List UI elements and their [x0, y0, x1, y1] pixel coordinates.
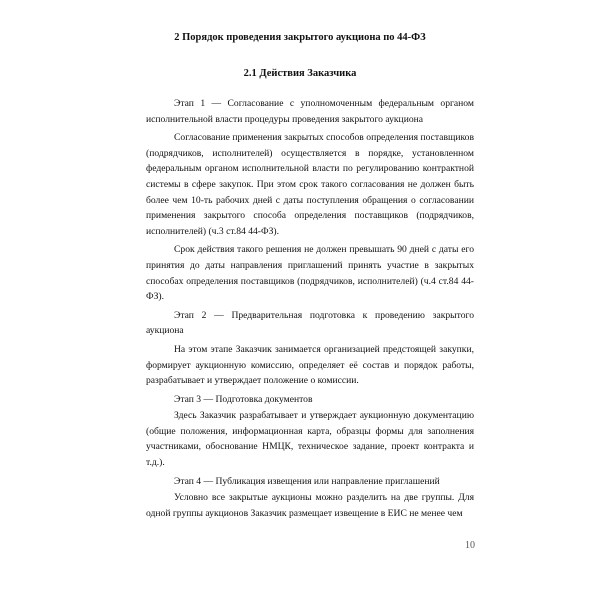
- paragraph-auction-groups: Условно все закрытые аукционы можно разделить на две группы. Для одной группы аукционов Заказчик размещает извещение в ЕИС не менее чем: [146, 492, 474, 519]
- page-number: 10: [465, 540, 475, 551]
- paragraph-stage-2: Этап 2 — Предварительная подготовка к проведению закрытого аукциона: [146, 309, 474, 337]
- paragraph-decision-term: Срок действия такого решения не должен превышать 90 дней с даты его принятия до даты направления приглашений принять участие в закрытых способах определения поставщиков (подрядчиков, исполнителей) (ч.4 ст.84 44-ФЗ).: [146, 244, 474, 303]
- paragraph-approval: Согласование применения закрытых способов определения поставщиков (подрядчиков, исполнителей) осуществляется в порядке, установленном федеральным органом исполнительной власти по регулированию контрактной системы в сфере закупок. При этом срок такого согласования не должен быть более чем 10-ть рабочих дней с даты поступления обращения о согласовании применения закрытого способа определения поставщиков (подрядчиков, исполнителей) (ч.3 ст.84 44-ФЗ).: [146, 132, 474, 237]
- paragraph-stage-3: Этап 3 — Подготовка документов: [174, 393, 313, 405]
- paragraph-documents: Здесь Заказчик разрабатывает и утверждает аукционную документацию (общие положения, информационная карта, образцы формы для заполнения участниками, обоснование НМЦК, техническое задание, проект контракта и т.д.).: [146, 410, 474, 469]
- body-text: [146, 96, 474, 524]
- section-title: 2.1 Действия Заказчика: [243, 68, 357, 79]
- chapter-title: 2 Порядок проведения закрытого аукциона по 44-ФЗ: [174, 32, 426, 43]
- paragraph-stage-4: Этап 4 — Публикация извещения или направление приглашений: [174, 475, 440, 487]
- paragraph-stage-1: Этап 1 — Согласование с уполномоченным федеральным органом исполнительной власти процедуры проведения закрытого аукциона: [146, 98, 474, 125]
- paragraph-preparation: На этом этапе Заказчик занимается организацией предстоящей закупки, формирует аукционную комиссию, определяет её состав и порядок работы, разрабатывает и утверждает положение о комиссии.: [146, 343, 474, 387]
